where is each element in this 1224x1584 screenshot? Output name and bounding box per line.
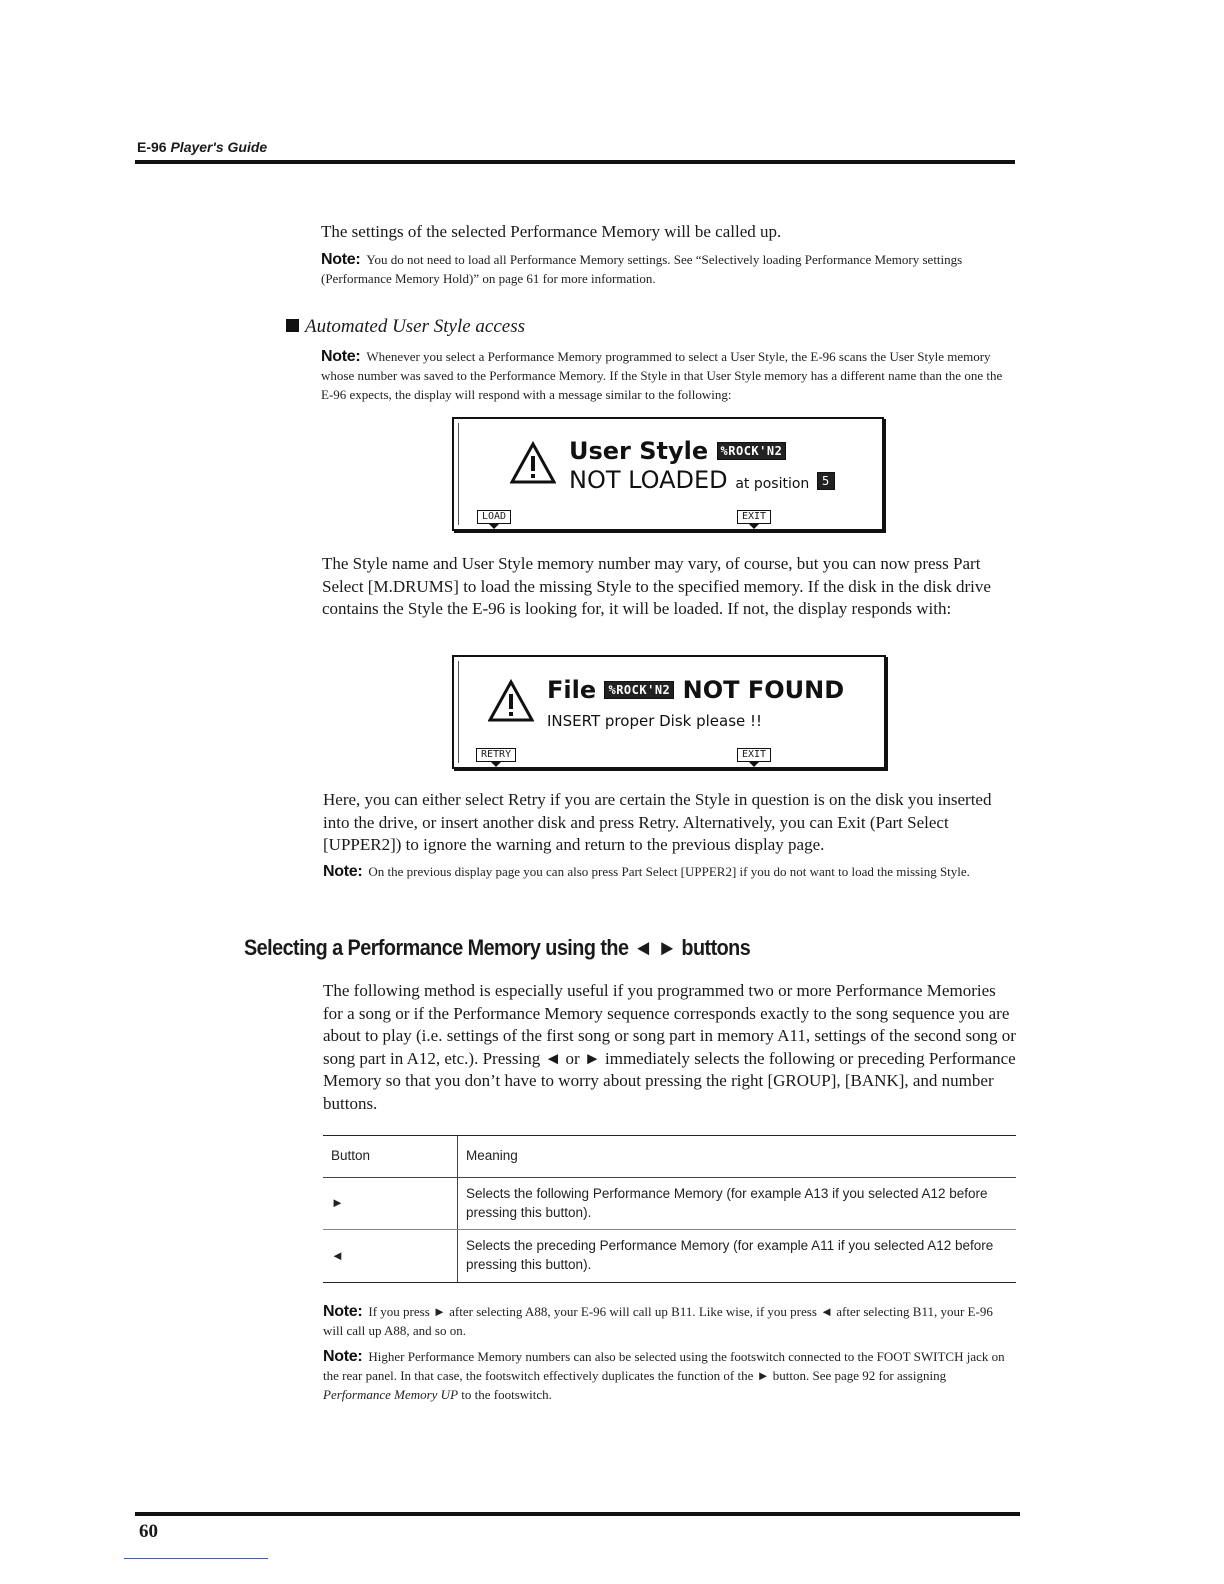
note-text-end: to the footswitch. <box>458 1387 552 1402</box>
lcd-file-label: File <box>547 676 597 704</box>
note-3 <box>323 862 1018 881</box>
table-header-meaning: Meaning <box>466 1148 518 1163</box>
table-header-button: Button <box>331 1148 371 1163</box>
retry-softkey[interactable]: RETRY <box>476 748 516 762</box>
header-rule <box>135 160 1015 164</box>
warning-triangle-icon <box>488 679 534 723</box>
lcd-not-loaded-label: NOT LOADED <box>569 466 728 494</box>
style-name-chip: %ROCK'N2 <box>604 681 674 699</box>
lcd-position-label: at position <box>735 476 810 492</box>
page-number: 60 <box>139 1521 158 1542</box>
note-text: If you press ► after selecting A88, your E-96 will call up B11. Like wise, if you press ◄ after selecting B11, your E-96 will call up A88, and so on. <box>323 1304 993 1338</box>
warning-triangle-icon <box>510 441 556 485</box>
table-header-divider <box>323 1177 1016 1178</box>
note-label: Note: <box>323 863 363 880</box>
lcd-display-not-loaded <box>452 417 884 531</box>
link-underline <box>124 1558 268 1559</box>
paragraph-4: The following method is especially useful if you programmed two or more Performance Memories for a song or if the Performance Memory sequence corresponds exactly to the song sequence you are about to play (i.e. settings of the first song or song part in memory A11, settings of the second song or song part in A12, etc.). Pressing ◄ or ► immediately selects the following or preceding Performance Memory so that you don’t have to worry about pressing the right [GROUP], [BANK], and number buttons. <box>323 981 1016 1113</box>
square-bullet-icon <box>286 319 299 332</box>
header-title: Player's Guide <box>170 139 268 155</box>
section-heading: Selecting a Performance Memory using the ◄ ► buttons <box>244 935 751 960</box>
subsection-heading <box>286 316 525 338</box>
note-label: Note: <box>323 1348 363 1365</box>
lcd-line-1 <box>547 676 844 704</box>
note-label: Note: <box>323 1303 363 1320</box>
note-text: Higher Performance Memory numbers can also be selected using the footswitch connected to the FOOT SWITCH jack on the rear panel. In that case, the footswitch effectively duplicates the function of the ► button. See page 92 for assigning <box>323 1349 1005 1383</box>
paragraph-2: The Style name and User Style memory number may vary, of course, but you can now press Part Select [M.DRUMS] to load the missing Style to the specified memory. If the disk in the disk drive contains the Style the E-96 is looking for, it will be loaded. If not, the display responds with: <box>322 554 991 618</box>
paragraph-3: Here, you can either select Retry if you are certain the Style in question is on the disk you inserted into the drive, or insert another disk and press Retry. Alternatively, you can Exit (Part Select [UPPER2]) to ignore the warning and return to the previous display page. <box>323 790 992 854</box>
exit-softkey[interactable]: EXIT <box>737 748 771 762</box>
lcd-user-style-label: User Style <box>569 437 709 465</box>
subsection-title: Automated User Style access <box>305 316 526 337</box>
note-1 <box>321 250 1011 288</box>
note-4 <box>323 1302 1011 1340</box>
left-arrow-icon: ◄ <box>331 1248 344 1263</box>
lcd-insert-disk-message: INSERT proper Disk please !! <box>547 712 763 730</box>
paragraph-1: The settings of the selected Performance Memory will be called up. <box>321 222 782 241</box>
table-row-meaning: Selects the preceding Performance Memory (for example A11 if you selected A12 before pressing this button). <box>466 1238 994 1272</box>
header-brand: E-96 <box>137 139 167 155</box>
note-label: Note: <box>321 348 361 365</box>
position-number-chip: 5 <box>817 472 835 490</box>
note-italic-term: Performance Memory UP <box>323 1387 459 1402</box>
note-5 <box>323 1347 1015 1404</box>
footer-rule <box>135 1512 1020 1516</box>
table-row-meaning: Selects the following Performance Memory (for example A13 if you selected A12 before pressing this button). <box>466 1186 988 1220</box>
running-header <box>137 139 267 155</box>
note-text: You do not need to load all Performance Memory settings. See “Selectively loading Performance Memory settings (Performance Memory Hold)” on page 61 for more information. <box>321 252 963 286</box>
lcd-line-1 <box>569 437 786 465</box>
lcd-line-2 <box>569 466 835 494</box>
table-row-divider <box>323 1229 1016 1230</box>
exit-softkey[interactable]: EXIT <box>737 510 771 524</box>
load-softkey[interactable]: LOAD <box>477 510 511 524</box>
note-label: Note: <box>321 251 361 268</box>
right-arrow-icon: ► <box>331 1195 344 1210</box>
note-text: Whenever you select a Performance Memory programmed to select a User Style, the E-96 scans the User Style memory whose number was saved to the Performance Memory. If the Style in that User Style memory has a different name than the one the E-96 expects, the display will respond with a message similar to the following: <box>321 349 1003 402</box>
button-meaning-table <box>323 1135 1016 1283</box>
style-name-chip: %ROCK'N2 <box>717 442 787 460</box>
lcd-not-found-label: NOT FOUND <box>682 676 845 704</box>
note-text: On the previous display page you can also press Part Select [UPPER2] if you do not want to load the missing Style. <box>368 864 970 879</box>
table-column-divider <box>457 1136 458 1282</box>
note-2 <box>321 347 1011 404</box>
lcd-display-file-not-found <box>452 655 886 769</box>
